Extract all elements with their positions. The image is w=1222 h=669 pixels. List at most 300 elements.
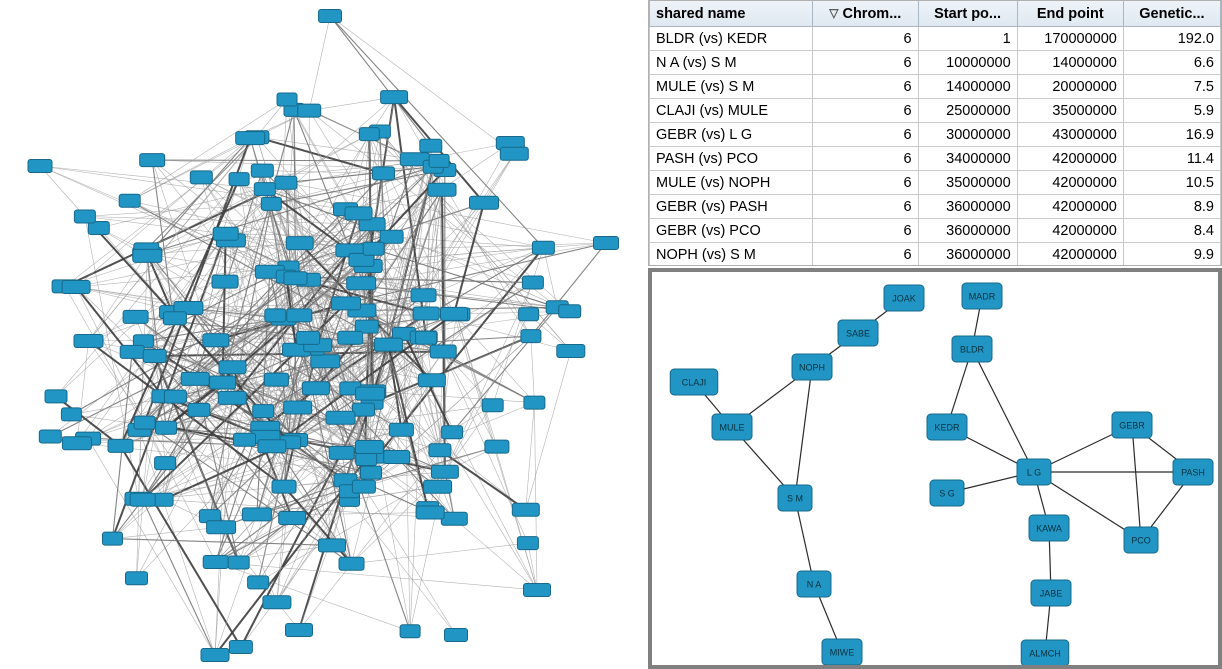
results-table-panel[interactable] [648,0,1222,266]
node-label: N A [806,579,822,590]
subnetwork-node-joak[interactable] [884,285,924,311]
table-row[interactable] [650,123,1221,147]
network-node[interactable] [155,457,176,470]
network-node[interactable] [302,382,329,395]
network-node[interactable] [284,272,307,285]
network-node[interactable] [345,207,372,220]
node-label: BLDR [959,344,985,355]
node-shape[interactable] [413,307,439,320]
network-node[interactable] [356,387,385,400]
subnetwork-node-mule[interactable] [712,414,752,440]
network-node[interactable] [429,444,451,457]
node-shape[interactable] [203,334,229,347]
network-node[interactable] [119,194,140,207]
subnetwork-node-madr[interactable] [962,283,1002,309]
node-shape[interactable] [339,557,364,570]
node-shape[interactable] [557,345,585,358]
network-node[interactable] [284,401,312,414]
node-label: MIWE [829,647,855,658]
node-shape[interactable] [28,160,52,173]
node-shape[interactable] [275,176,297,189]
node-shape[interactable] [181,372,209,385]
node-shape[interactable] [45,390,67,403]
network-node[interactable] [441,512,467,525]
network-node[interactable] [413,307,439,320]
table-cell-name: MULE (vs) NOPH [650,171,813,195]
node-shape[interactable] [229,641,252,654]
node-shape[interactable] [258,440,286,453]
node-shape[interactable] [302,382,329,395]
network-node[interactable] [123,310,148,323]
subnetwork-node-pash[interactable] [1173,459,1213,485]
node-shape[interactable] [384,451,410,464]
node-shape[interactable] [319,10,342,23]
subnetwork-node-gebr[interactable] [1112,412,1152,438]
network-edge [299,564,352,630]
network-edge [309,16,330,111]
network-node[interactable] [229,641,252,654]
node-shape[interactable] [356,453,377,466]
network-node[interactable] [594,237,619,250]
node-shape[interactable] [248,576,269,589]
network-node[interactable] [517,537,538,550]
subnetwork-node-sabe[interactable] [838,320,878,346]
node-shape[interactable] [265,309,286,322]
network-edge [152,160,439,161]
node-shape[interactable] [356,387,385,400]
subnetwork-node-kawa[interactable] [1029,515,1069,541]
node-shape[interactable] [429,444,451,457]
node-shape[interactable] [381,91,408,104]
network-node[interactable] [319,10,342,23]
node-label: KEDR [934,422,960,433]
network-node[interactable] [258,440,286,453]
table-column-header-3[interactable] [1017,1,1123,27]
node-shape[interactable] [363,242,384,255]
node-shape[interactable] [234,433,256,446]
network-node[interactable] [522,276,543,289]
node-shape[interactable] [359,128,379,141]
network-node[interactable] [74,335,103,348]
node-shape[interactable] [108,439,133,452]
network-node[interactable] [108,439,133,452]
table-row[interactable] [650,147,1221,171]
node-shape[interactable] [297,331,320,344]
node-shape[interactable] [286,237,313,250]
network-node[interactable] [332,297,361,310]
node-shape[interactable] [210,376,236,389]
network-node[interactable] [416,506,444,519]
network-node[interactable] [207,521,236,534]
node-label: KAWA [1036,523,1062,534]
node-shape[interactable] [389,423,413,436]
network-node[interactable] [234,433,256,446]
table-cell-end: 42000000 [1017,147,1123,171]
network-node[interactable] [61,408,81,421]
network-node[interactable] [279,512,306,525]
network-node[interactable] [218,391,246,404]
network-node[interactable] [356,453,377,466]
table-header-row[interactable] [650,1,1221,27]
network-node[interactable] [482,399,503,412]
node-shape[interactable] [355,441,383,454]
network-node[interactable] [430,345,456,358]
node-shape[interactable] [218,391,246,404]
node-shape[interactable] [298,104,321,117]
network-node[interactable] [524,584,551,597]
node-shape[interactable] [155,457,176,470]
network-node[interactable] [188,403,210,416]
node-shape[interactable] [264,373,288,386]
network-node[interactable] [524,396,545,409]
node-shape[interactable] [430,345,456,358]
network-node[interactable] [512,503,539,516]
network-node[interactable] [326,411,355,424]
network-node[interactable] [261,197,281,210]
network-node[interactable] [253,405,274,418]
network-node[interactable] [201,649,229,662]
table-cell-end: 14000000 [1017,51,1123,75]
network-node[interactable] [229,173,249,186]
node-shape[interactable] [190,171,212,184]
node-shape[interactable] [559,305,581,318]
subnetwork-node-s-m[interactable] [778,485,812,511]
node-label: ALMCH [1029,648,1061,659]
node-shape[interactable] [251,164,273,177]
network-node[interactable] [39,430,61,443]
node-shape[interactable] [263,596,291,609]
filter-icon[interactable]: ▽ [829,5,839,20]
subnetwork-node-jabe[interactable] [1031,580,1071,606]
results-table[interactable] [649,1,1221,266]
network-node[interactable] [519,308,539,321]
node-shape[interactable] [164,390,186,403]
network-node[interactable] [559,305,581,318]
network-node[interactable] [359,128,379,141]
node-shape[interactable] [272,480,296,493]
network-node[interactable] [45,390,67,403]
node-shape[interactable] [500,147,528,160]
network-node[interactable] [163,312,186,325]
node-shape[interactable] [163,312,186,325]
network-node[interactable] [347,277,376,290]
node-shape[interactable] [373,167,395,180]
network-node[interactable] [287,309,312,322]
node-shape[interactable] [213,227,238,240]
network-node[interactable] [381,91,408,104]
network-node[interactable] [156,421,177,434]
node-shape[interactable] [228,556,249,569]
network-node[interactable] [28,160,52,173]
network-node[interactable] [416,331,437,344]
network-node[interactable] [264,373,288,386]
subnetwork-node-almch[interactable] [1021,640,1069,665]
table-column-header-1[interactable] [813,1,919,27]
node-label: PASH [1181,467,1205,478]
network-node[interactable] [470,196,499,209]
network-node[interactable] [380,230,403,243]
network-node[interactable] [418,374,445,387]
network-node[interactable] [263,596,291,609]
node-shape[interactable] [242,508,271,521]
network-node[interactable] [62,281,90,294]
network-node[interactable] [373,167,395,180]
network-node[interactable] [130,493,155,506]
node-shape[interactable] [277,93,297,106]
table-cell-end: 42000000 [1017,171,1123,195]
node-shape[interactable] [61,408,81,421]
node-shape[interactable] [424,480,452,493]
network-node[interactable] [374,338,402,351]
node-shape[interactable] [431,465,458,478]
subnetwork-node-n-a[interactable] [797,571,831,597]
table-cell-name: MULE (vs) S M [650,75,813,99]
node-shape[interactable] [319,539,346,552]
table-row[interactable] [650,75,1221,99]
node-shape[interactable] [482,399,503,412]
table-cell-start: 14000000 [918,75,1017,99]
network-node[interactable] [203,556,228,569]
network-node[interactable] [153,493,173,506]
node-shape[interactable] [470,196,499,209]
node-shape[interactable] [326,411,355,424]
network-edge [526,351,571,510]
network-node[interactable] [384,451,410,464]
network-node[interactable] [134,416,155,429]
node-shape[interactable] [229,173,249,186]
subnetwork-node-l-g[interactable] [1017,459,1051,485]
node-shape[interactable] [418,374,445,387]
table-cell-chrom: 6 [813,51,919,75]
results-table-body[interactable] [650,27,1221,267]
node-shape[interactable] [62,281,90,294]
network-node[interactable] [272,480,296,493]
network-node[interactable] [441,307,468,320]
network-node[interactable] [248,576,269,589]
node-shape[interactable] [353,403,375,416]
node-shape[interactable] [594,237,619,250]
network-node[interactable] [62,437,91,450]
node-shape[interactable] [329,446,354,459]
network-node[interactable] [210,376,236,389]
table-column-header-2[interactable] [918,1,1017,27]
network-node[interactable] [103,532,123,545]
node-shape[interactable] [62,437,91,450]
network-node[interactable] [126,572,148,585]
table-row[interactable] [650,195,1221,219]
table-column-header-0[interactable] [650,1,813,27]
node-shape[interactable] [133,249,162,262]
node-shape[interactable] [485,440,509,453]
network-node[interactable] [445,629,468,642]
node-shape[interactable] [361,466,382,479]
node-shape[interactable] [153,493,173,506]
node-shape[interactable] [411,289,436,302]
node-shape[interactable] [311,355,340,368]
node-shape[interactable] [445,629,468,642]
network-node[interactable] [311,355,340,368]
network-node[interactable] [164,390,186,403]
node-shape[interactable] [261,197,281,210]
network-view-subnetwork[interactable] [648,268,1222,669]
node-shape[interactable] [374,338,402,351]
node-shape[interactable] [429,154,449,167]
network-node[interactable] [411,289,436,302]
network-node[interactable] [420,139,442,152]
network-node[interactable] [500,147,528,160]
node-shape[interactable] [74,210,95,223]
network-node[interactable] [277,93,297,106]
node-shape[interactable] [521,330,541,343]
node-shape[interactable] [143,350,166,363]
network-node[interactable] [297,331,320,344]
node-shape[interactable] [134,416,155,429]
network-node[interactable] [74,210,95,223]
subnetwork-node-miwe[interactable] [822,639,862,665]
node-shape[interactable] [207,521,236,534]
network-node[interactable] [133,249,162,262]
node-shape[interactable] [286,624,313,637]
node-shape[interactable] [517,537,538,550]
network-node[interactable] [219,361,246,374]
network-node[interactable] [389,423,413,436]
node-shape[interactable] [103,532,123,545]
network-node[interactable] [353,403,375,416]
node-shape[interactable] [284,401,312,414]
network-node[interactable] [242,508,271,521]
node-shape[interactable] [441,307,468,320]
network-node[interactable] [352,480,375,493]
network-node[interactable] [286,237,313,250]
node-shape[interactable] [123,310,148,323]
network-node[interactable] [361,466,382,479]
node-shape[interactable] [236,132,265,145]
node-shape[interactable] [254,183,275,196]
network-node[interactable] [319,539,346,552]
node-shape[interactable] [74,335,103,348]
subnetwork-node-bldr[interactable] [952,336,992,362]
node-shape[interactable] [442,426,463,439]
network-node[interactable] [228,556,249,569]
node-shape[interactable] [522,276,543,289]
node-shape[interactable] [188,403,210,416]
node-shape[interactable] [428,183,456,196]
network-node[interactable] [363,242,384,255]
node-shape[interactable] [130,493,155,506]
network-node[interactable] [485,440,509,453]
network-node[interactable] [254,183,275,196]
subnetwork-node-pco[interactable] [1124,527,1158,553]
network-node[interactable] [298,104,321,117]
node-shape[interactable] [201,649,229,662]
subnetwork-node-noph[interactable] [792,354,832,380]
node-shape[interactable] [253,405,274,418]
network-node[interactable] [203,334,229,347]
network-node[interactable] [143,350,166,363]
network-node[interactable] [521,330,541,343]
network-node[interactable] [190,171,212,184]
node-shape[interactable] [119,194,140,207]
network-node[interactable] [251,164,273,177]
network-node[interactable] [339,557,364,570]
network-node[interactable] [212,275,238,288]
node-shape[interactable] [39,430,61,443]
subnetwork-node-s-g[interactable] [930,480,964,506]
node-shape[interactable] [212,275,238,288]
node-shape[interactable] [352,480,375,493]
network-node[interactable] [355,441,383,454]
network-node[interactable] [429,154,449,167]
node-shape[interactable] [156,421,177,434]
table-column-header-4[interactable] [1123,1,1220,27]
network-node[interactable] [338,331,363,344]
table-row[interactable] [650,219,1221,243]
table-row[interactable] [650,27,1221,51]
table-row[interactable] [650,99,1221,123]
subnetwork-nodes[interactable] [670,283,1213,665]
network-node[interactable] [442,426,463,439]
node-shape[interactable] [203,556,228,569]
node-shape[interactable] [338,331,363,344]
network-node[interactable] [424,480,452,493]
node-shape[interactable] [380,230,403,243]
node-shape[interactable] [140,154,165,167]
node-shape[interactable] [284,272,307,285]
node-shape[interactable] [416,331,437,344]
node-shape[interactable] [420,139,442,152]
subnetwork-node-kedr[interactable] [927,414,967,440]
network-node[interactable] [431,465,458,478]
network-node[interactable] [213,227,238,240]
network-node[interactable] [275,176,297,189]
results-table-header [650,1,1221,27]
network-subnetwork-canvas[interactable] [652,272,1218,665]
network-node[interactable] [181,372,209,385]
network-node[interactable] [428,183,456,196]
subnetwork-node-claji[interactable] [670,369,718,395]
node-shape[interactable] [519,308,539,321]
node-shape[interactable] [524,584,551,597]
network-node[interactable] [286,624,313,637]
node-shape[interactable] [287,309,312,322]
table-cell-chrom: 6 [813,219,919,243]
node-shape[interactable] [400,625,420,638]
network-node[interactable] [265,309,286,322]
node-shape[interactable] [332,297,361,310]
node-shape[interactable] [279,512,306,525]
network-node[interactable] [140,154,165,167]
network-node[interactable] [532,241,554,254]
node-shape[interactable] [120,345,144,358]
network-node[interactable] [236,132,265,145]
node-shape[interactable] [219,361,246,374]
table-row[interactable] [650,243,1221,267]
table-row[interactable] [650,51,1221,75]
node-shape[interactable] [416,506,444,519]
network-node[interactable] [120,345,144,358]
network-node[interactable] [557,345,585,358]
node-shape[interactable] [524,396,545,409]
table-row[interactable] [650,171,1221,195]
node-shape[interactable] [347,277,376,290]
node-shape[interactable] [126,572,148,585]
node-shape[interactable] [512,503,539,516]
node-shape[interactable] [532,241,554,254]
network-node[interactable] [400,625,420,638]
node-shape[interactable] [345,207,372,220]
node-shape[interactable] [441,512,467,525]
network-node[interactable] [329,446,354,459]
